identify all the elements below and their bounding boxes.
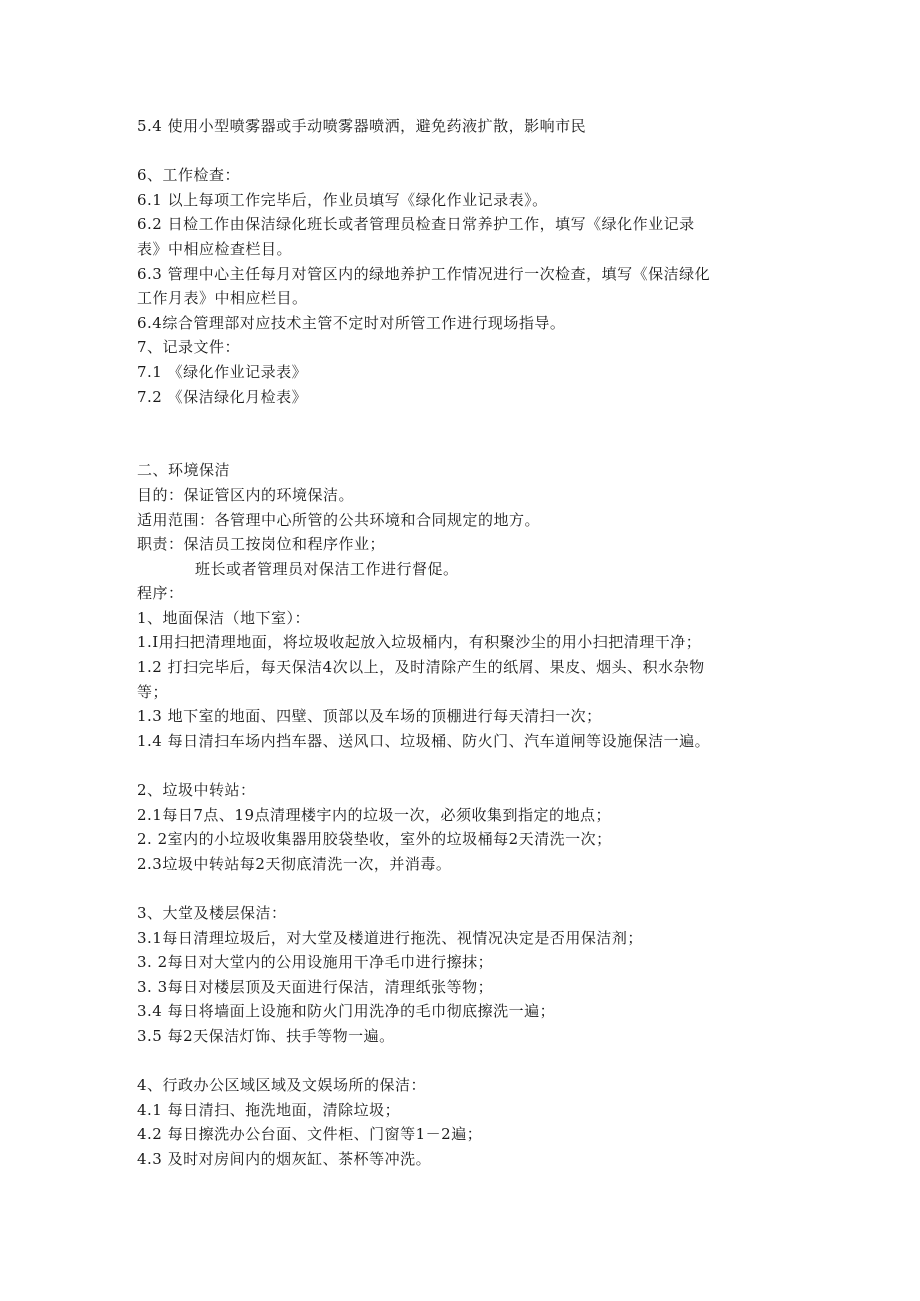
section-heading: 4、行政办公区域区域及文娱场所的保洁：: [137, 1076, 427, 1095]
text-line: 适用范围：各管理中心所管的公共环境和合同规定的地方。: [137, 510, 541, 529]
text-line: 4.3 及时对房间内的烟灰缸、茶杯等冲洗。: [137, 1149, 432, 1168]
text-line: 6.3 管理中心主任每月对管区内的绿地养护工作情况进行一次检查，填写《保洁绿化: [137, 264, 711, 283]
text-line: 1.I用扫把清理地面，将垃圾收起放入垃圾桶内，有积聚沙尘的用小扫把清理干净；: [137, 633, 702, 652]
text-line: 5.4 使用小型喷雾器或手动喷雾器喷洒，避免药液扩散，影响市民: [137, 117, 587, 135]
blank-line: [137, 409, 787, 434]
text-line: 2.1每日7点、19点清理楼宇内的垃圾一次，必须收集到指定的地点；: [137, 805, 611, 824]
text-line: 7.1 《绿化作业记录表》: [137, 362, 308, 381]
text-line: 4.1 每日清扫、拖洗地面，清除垃圾；: [137, 1100, 401, 1119]
text-line: 1.4 每日清扫车场内挡车器、送风口、垃圾桶、防火门、汽车道闸等设施保洁一遍。: [137, 731, 711, 750]
text-line: 3. 3每日对楼层顶及天面进行保洁，清理纸张等物；: [137, 977, 494, 996]
text-line: 3.1每日清理垃圾后，对大堂及楼道进行拖洗、视情况决定是否用保洁剂；: [137, 928, 643, 947]
text-line: 程序：: [137, 584, 184, 603]
chapter-heading: 二、环境保洁: [137, 461, 231, 480]
blank-line: [137, 753, 787, 778]
blank-line: [137, 1049, 787, 1074]
text-line: 职责：保洁员工按岗位和程序作业；: [137, 535, 386, 554]
section-heading: 7、记录文件：: [137, 338, 241, 357]
section-heading: 3、大堂及楼层保洁：: [137, 904, 287, 922]
text-line: 3. 2每日对大堂内的公用设施用干净毛巾进行擦抹；: [137, 953, 494, 972]
text-line: 7.2 《保洁绿化月检表》: [137, 387, 308, 406]
text-line: 1.2 打扫完毕后，每天保洁4次以上，及时清除产生的纸屑、果皮、烟头、积水杂物: [137, 658, 705, 677]
text-line: 6.2 日检工作由保洁绿化班长或者管理员检查日常养护工作，填写《绿化作业记录: [137, 215, 695, 234]
document-body: [137, 114, 787, 1172]
text-line: 班长或者管理员对保洁工作进行督促。: [195, 559, 459, 578]
text-line: 6.1 以上每项工作完毕后，作业员填写《绿化作业记录表》。: [137, 190, 548, 209]
blank-line: [137, 139, 787, 164]
text-line: 3.4 每日将墙面上设施和防火门用洗净的毛巾彻底擦洗一遍；: [137, 1002, 556, 1021]
text-line: 1.3 地下室的地面、四壁、顶部以及车场的顶棚进行每天清扫一次；: [137, 707, 602, 726]
blank-line: [137, 434, 787, 459]
text-line: 3.5 每2天保洁灯饰、扶手等物一遍。: [137, 1026, 395, 1045]
text-line: 等；: [137, 682, 169, 701]
section-heading: 2、垃圾中转站：: [137, 781, 256, 800]
text-line: 6.4综合管理部对应技术主管不定时对所管工作进行现场指导。: [137, 313, 566, 332]
text-line: 2. 2室内的小垃圾收集器用胶袋垫收，室外的垃圾桶每2天清洗一次；: [137, 830, 612, 849]
text-line: 工作月表》中相应栏目。: [137, 289, 308, 308]
text-line: 目的：保证管区内的环境保洁。: [137, 485, 355, 504]
text-line: 4.2 每日擦洗办公台面、文件柜、门窗等1－2遍；: [137, 1125, 483, 1144]
text-line: 2.3垃圾中转站每2天彻底清洗一次，并消毒。: [137, 854, 452, 873]
blank-line: [137, 876, 787, 901]
section-heading: 6、工作检查：: [137, 166, 241, 185]
section-heading: 1、地面保洁（地下室）：: [137, 608, 311, 627]
text-line: 表》中相应检查栏目。: [137, 239, 293, 258]
